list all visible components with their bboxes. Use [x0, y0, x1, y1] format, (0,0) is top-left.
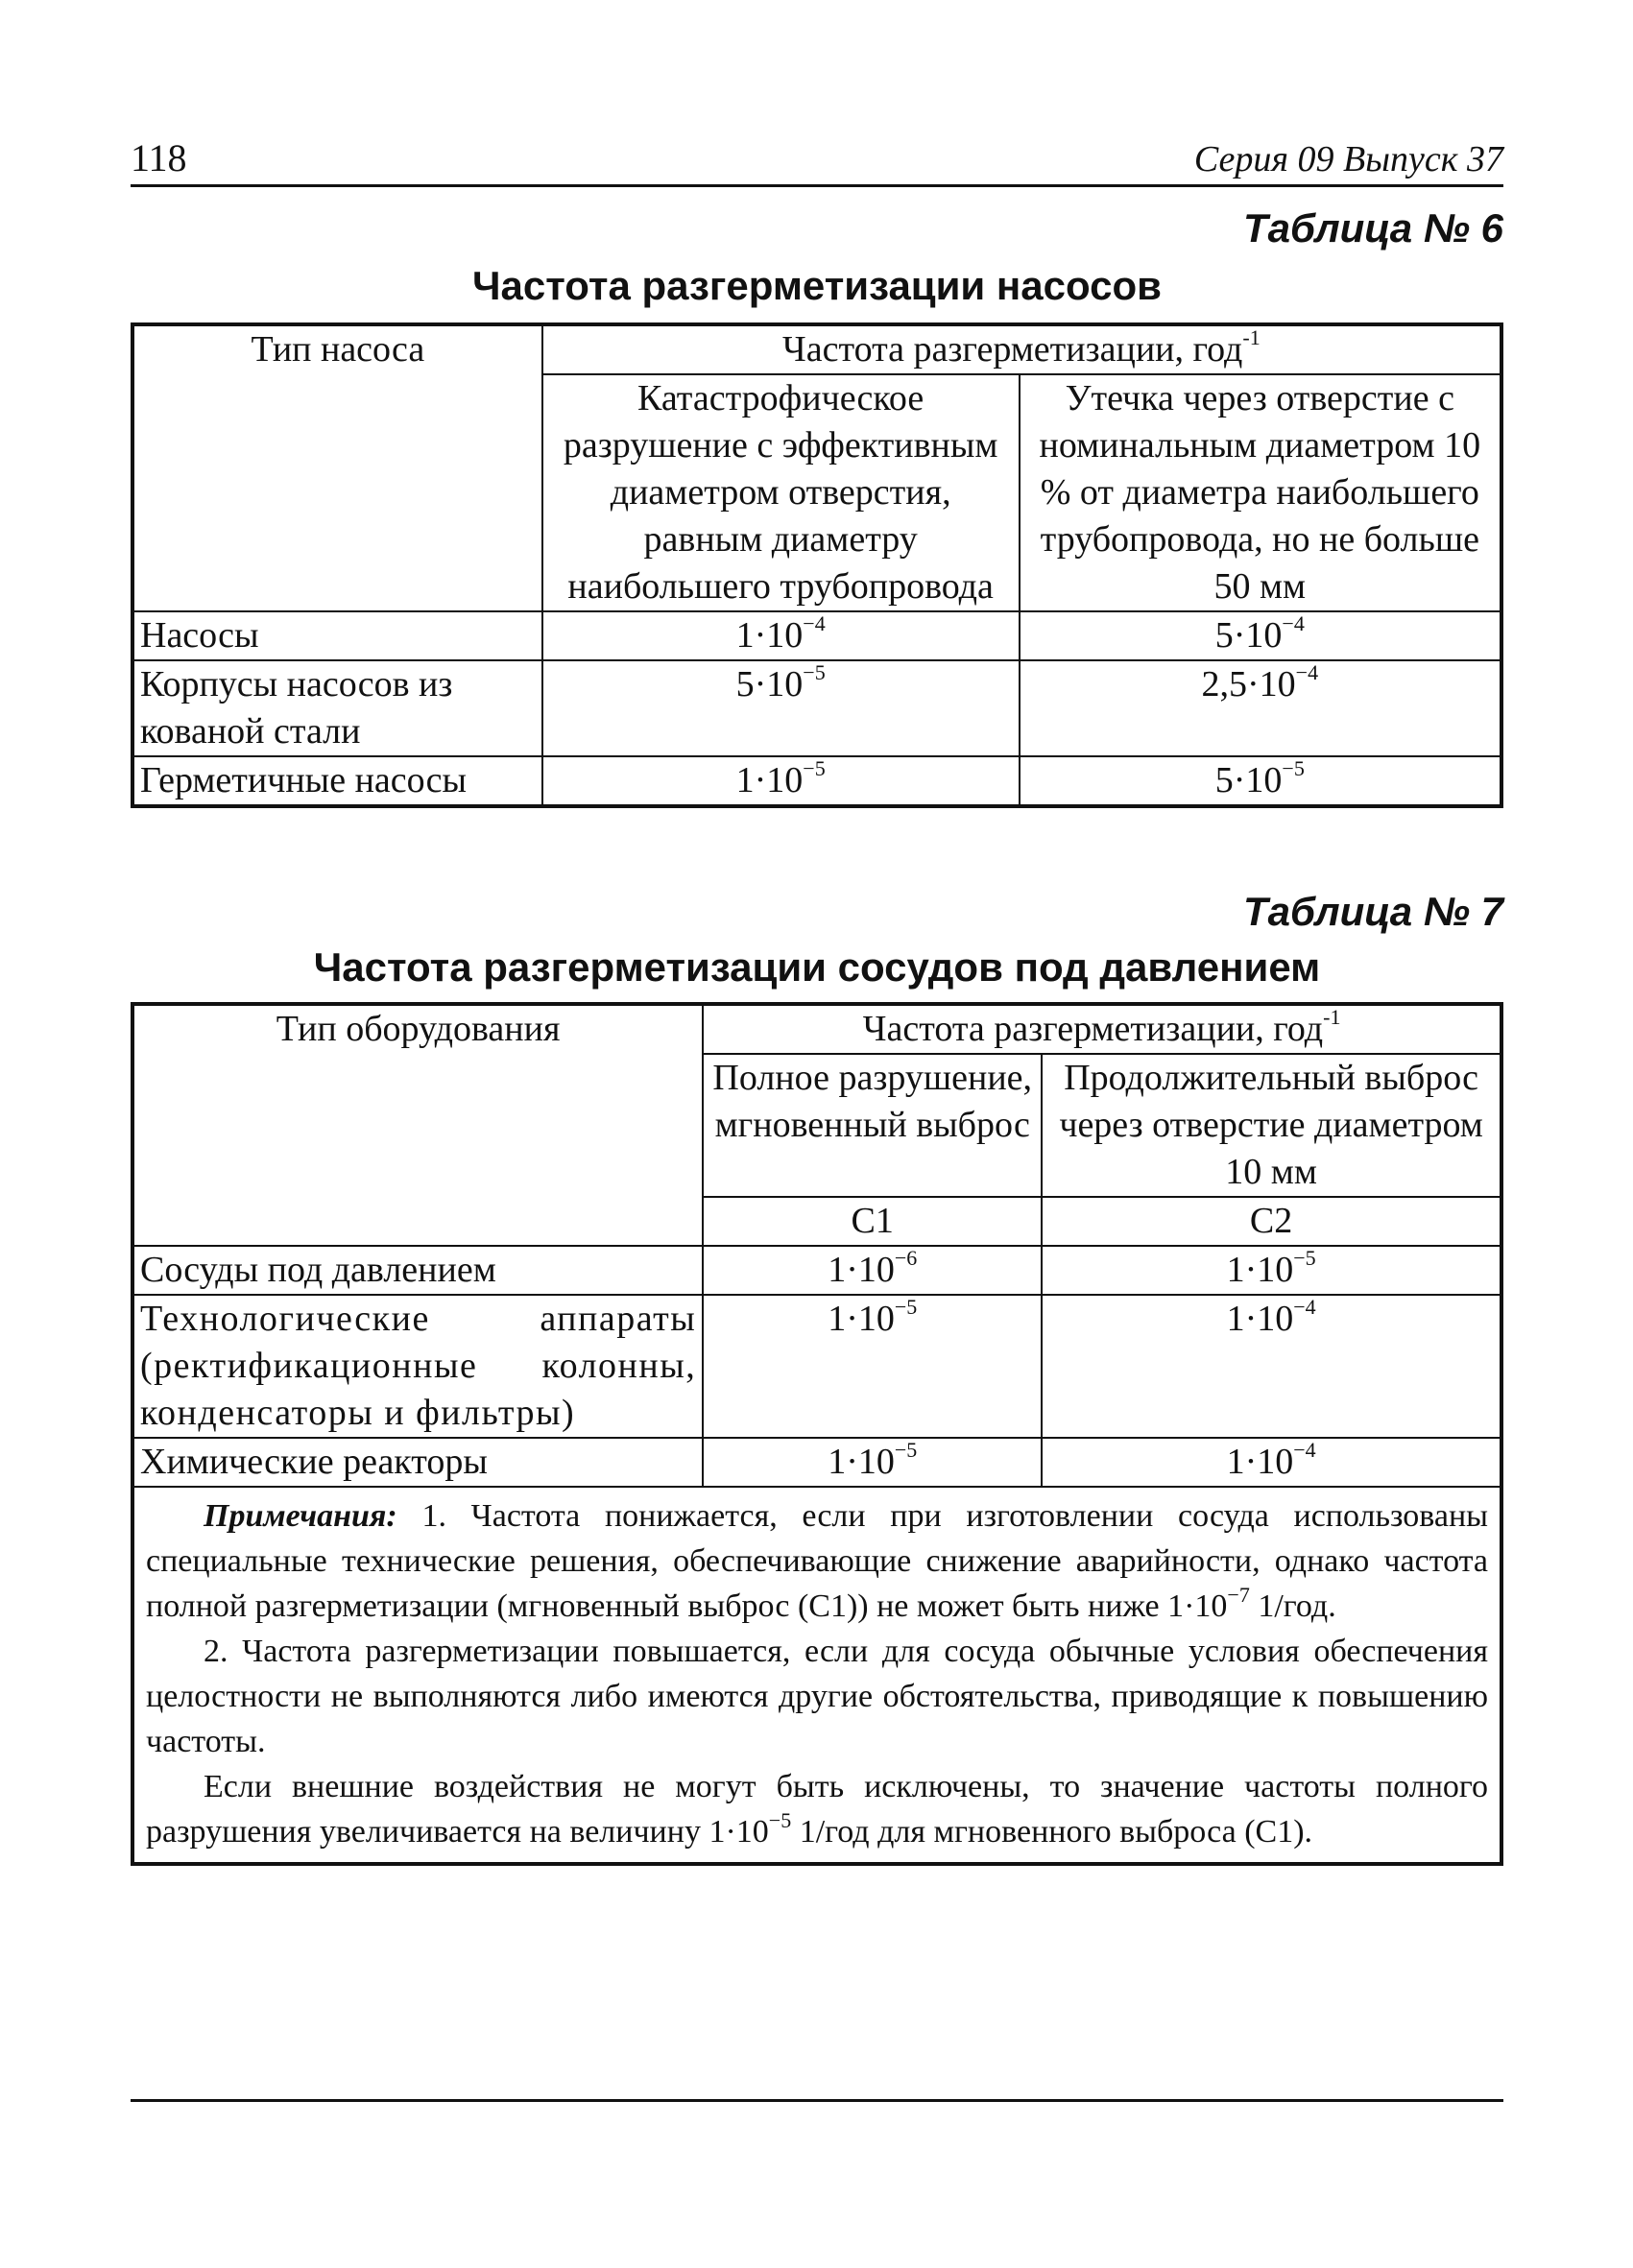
table-row [132, 1246, 1501, 1295]
table7-code2: C2 [1042, 1197, 1501, 1246]
table7-row-name: Технологические аппараты (ректификационные колонны, конденсаторы и фильтры) [132, 1295, 703, 1438]
table6-sub1: Катастрофическое разрушение с эффективным диаметром отверстия, равным диаметру наибольшего трубопровода [542, 374, 1020, 611]
table7-row-name: Сосуды под давлением [132, 1246, 703, 1295]
table6-header-row [132, 324, 1501, 374]
table7-col-freq: Частота разгерметизации, год$^{-1}$ [703, 1004, 1501, 1054]
note-paragraph-2: 2. Частота разгерметизации повышается, если для сосуда обычные условия обеспечения целостности не выполняются либо имеются другие обстоятельства, приводящие к повышению частоты. [146, 1634, 1488, 1759]
table7-label: Таблица № 7 [1242, 889, 1503, 934]
note-paragraph-3: Если внешние воздействия не могут быть исключены, то значение частоты полного разрушения увеличивается на величину $1\cdot 10^{-5}$ 1/год для мгновенного выброса (C1). [146, 1769, 1488, 1850]
table7-value: $1\cdot 10^{-4}$ [1042, 1438, 1501, 1487]
note-paragraph-1: Примечания: 1. Частота понижается, если при изготовлении сосуда использованы специальные технические решения, обеспечивающие снижение аварийности, однако частота полной разгерметизации (мгновенный выброс (C1)) не может быть ниже $1\cdot 10^{-7}$ 1/год. [146, 1498, 1488, 1624]
table7-value: $1\cdot 10^{-5}$ [703, 1438, 1042, 1487]
table7-value: $1\cdot 10^{-6}$ [703, 1246, 1042, 1295]
table6-title: Частота разгерметизации насосов [472, 263, 1162, 308]
table-row [132, 660, 1501, 756]
table7-row-name: Химические реакторы [132, 1438, 703, 1487]
table6-value: $5\cdot 10^{-5}$ [1020, 756, 1501, 806]
table7-value: $1\cdot 10^{-4}$ [1042, 1295, 1501, 1438]
table6-row-name: Герметичные насосы [132, 756, 542, 806]
table-row [132, 756, 1501, 806]
table6-col-type: Тип насоса [132, 324, 542, 611]
table7-value: $1\cdot 10^{-5}$ [1042, 1246, 1501, 1295]
table6-value: $1\cdot 10^{-5}$ [542, 756, 1020, 806]
table6-col-freq: Частота разгерметизации, год$^{-1}$ [542, 324, 1501, 374]
running-head: Серия 09 Выпуск 37 [1193, 139, 1503, 179]
table6-sub2: Утечка через отверстие с номинальным диаметром 10 % от диаметра наибольшего трубопровода, но не больше 50 мм [1020, 374, 1501, 611]
table6-row-name: Насосы [132, 611, 542, 660]
table6-row-name: Корпусы насосов из кованой стали [132, 660, 542, 756]
table-row [132, 611, 1501, 660]
table7-title: Частота разгерметизации сосудов под давлением [313, 944, 1321, 990]
notes-label: Примечания: [204, 1498, 397, 1534]
table6 [131, 322, 1503, 808]
table-row [132, 1438, 1501, 1487]
table7-code1: C1 [703, 1197, 1042, 1246]
table7-notes [132, 1487, 1501, 1864]
table7-sub2: Продолжительный выброс через отверстие диаметром 10 мм [1042, 1054, 1501, 1197]
table6-value: $5\cdot 10^{-5}$ [542, 660, 1020, 756]
table6-value: $1\cdot 10^{-4}$ [542, 611, 1020, 660]
table7-value: $1\cdot 10^{-5}$ [703, 1295, 1042, 1438]
table6-label: Таблица № 6 [1242, 205, 1503, 251]
table7-sub1: Полное разрушение, мгновенный выброс [703, 1054, 1042, 1197]
table6-value: $2,5\cdot 10^{-4}$ [1020, 660, 1501, 756]
table7 [131, 1002, 1503, 1866]
table-row [132, 1295, 1501, 1438]
bottom-rule [131, 2099, 1503, 2102]
table6-value: $5\cdot 10^{-4}$ [1020, 611, 1501, 660]
table7-col-type: Тип оборудования [132, 1004, 703, 1246]
table7-notes-row [132, 1487, 1501, 1864]
page-number: 118 [131, 136, 187, 179]
page-header [131, 134, 1503, 187]
table7-header-row [132, 1004, 1501, 1054]
